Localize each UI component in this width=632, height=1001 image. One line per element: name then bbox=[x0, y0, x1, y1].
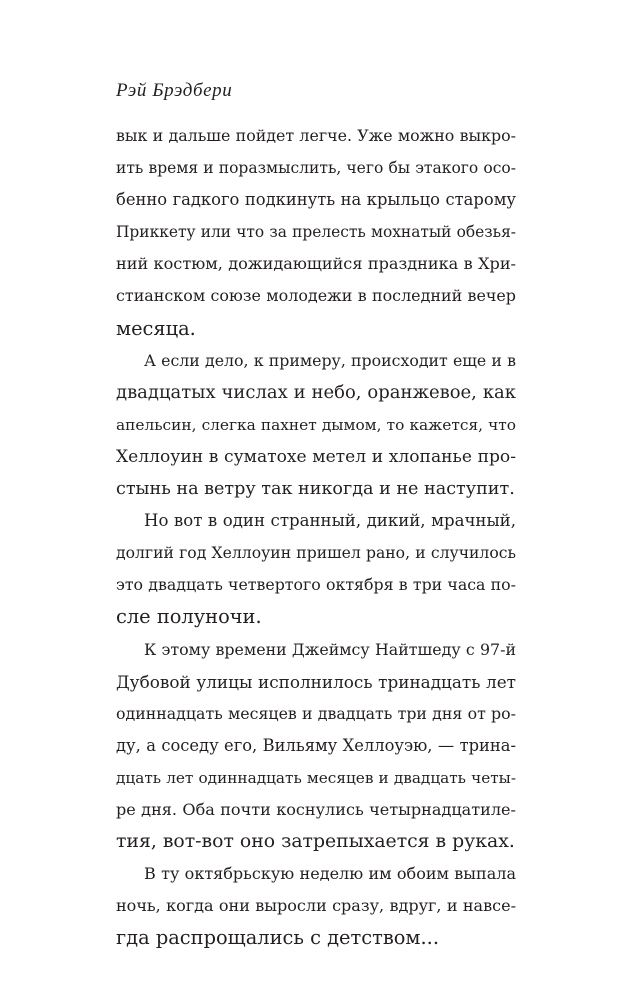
text-line: ночь, когда они выросли сразу, вдруг, и навсе- bbox=[116, 896, 516, 916]
paragraph-2 bbox=[116, 345, 516, 505]
text-line: тия, вот-вот оно затрепыхается в руках. bbox=[116, 831, 515, 853]
text-line: бенно гадкого подкинуть на крыльцо старому bbox=[116, 190, 516, 210]
text-line: Хеллоуин в суматохе метел и хлопанье про- bbox=[116, 446, 516, 467]
text-line: ду, а соседу его, Вильяму Хеллоуэю, — трина- bbox=[116, 735, 516, 755]
paragraph-4 bbox=[116, 634, 516, 859]
body-text bbox=[116, 120, 516, 954]
text-line: ить время и поразмыслить, чего бы этакого осо- bbox=[116, 159, 516, 178]
text-line: стианском союзе молодежи в последний вечер bbox=[116, 286, 516, 306]
paragraph-1 bbox=[116, 120, 516, 345]
text-line: вык и дальше пойдет легче. Уже можно выкро- bbox=[116, 126, 516, 145]
text-line: месяца. bbox=[116, 316, 196, 340]
text-line: Но вот в один странный, дикий, мрачный, bbox=[144, 511, 516, 531]
text-line: дцать лет одиннадцать месяцев и двадцать четы- bbox=[116, 768, 516, 787]
paragraph-5 bbox=[116, 858, 516, 954]
text-line: ний костюм, дожидающийся праздника в Хри- bbox=[116, 254, 516, 274]
text-line: стынь на ветру так никогда и не наступит. bbox=[116, 479, 515, 500]
text-line: апельсин, слегка пахнет дымом, то кажется, что bbox=[116, 415, 516, 434]
text-line: К этому времени Джеймсу Найтшеду с 97-й bbox=[144, 639, 516, 659]
text-line: одиннадцать месяцев и двадцать три дня от ро- bbox=[116, 703, 516, 723]
text-line: В ту октябрьскую неделю им обоим выпала bbox=[144, 864, 516, 884]
text-line: Дубовой улицы исполнилось тринадцать лет bbox=[116, 671, 516, 692]
text-line: ре дня. Оба почти коснулись четырнадцатиле- bbox=[116, 799, 516, 819]
text-line: это двадцать четвертого октября в три часа по- bbox=[116, 575, 516, 595]
text-line: гда распрощались с детством... bbox=[116, 926, 439, 950]
text-line: А если дело, к примеру, происходит еще и в bbox=[144, 350, 516, 370]
running-head-author: Рэй Брэдбери bbox=[116, 80, 233, 101]
text-line: Приккету или что за прелесть мохнатый обезья- bbox=[116, 223, 516, 242]
text-line: долгий год Хеллоуин пришел рано, и случилось bbox=[116, 544, 516, 563]
paragraph-3 bbox=[116, 505, 516, 633]
text-line: сле полуночи. bbox=[116, 605, 262, 629]
text-line: двадцатых числах и небо, оранжевое, как bbox=[116, 381, 516, 403]
